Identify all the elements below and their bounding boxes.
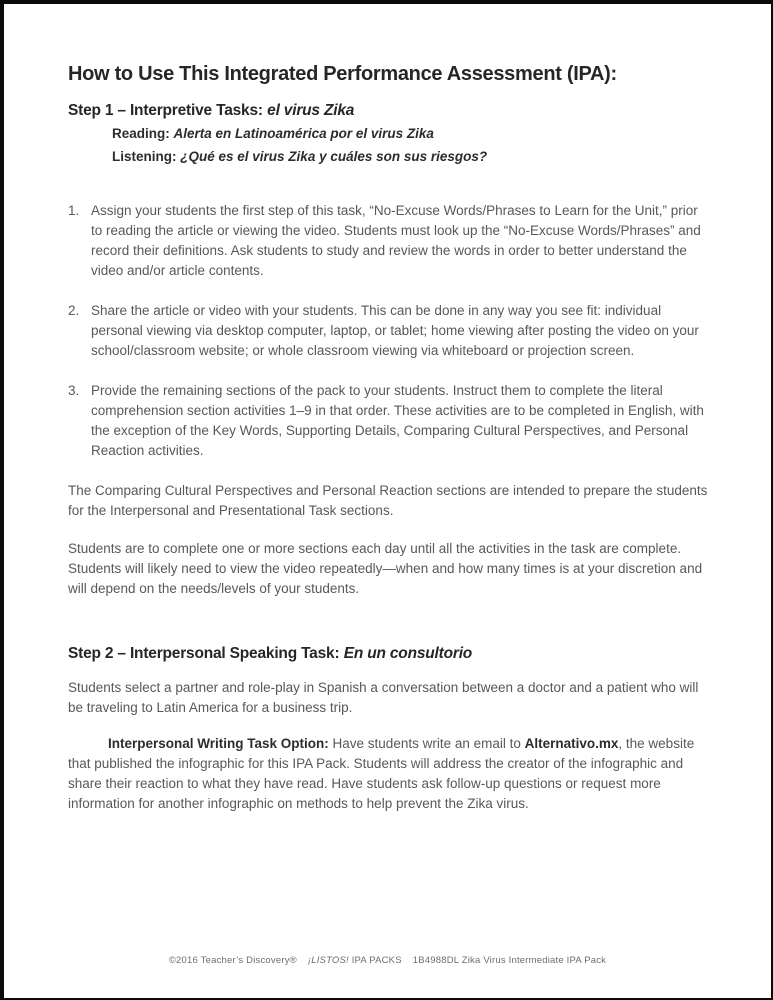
paragraph-writing-option: [68, 734, 710, 814]
reading-label: Reading:: [112, 126, 170, 141]
list-item-number: 1.: [68, 203, 80, 218]
paragraph-roleplay: Students select a partner and role-play in Spanish a conversation between a doctor and a patient who will be traveling to Latin America for a business trip.: [68, 680, 699, 715]
list-item-number: 3.: [68, 383, 80, 398]
footer-copyright: ©2016 Teacher’s Discovery®: [168, 955, 297, 966]
step2-heading-label: Step 2 – Interpersonal Speaking Task:: [68, 645, 340, 662]
list-item: [68, 201, 710, 281]
instructions-list: [68, 201, 710, 461]
listening-label: Listening:: [112, 149, 177, 164]
writing-option-site-name: Alternativo.mx: [524, 736, 619, 751]
footer-brand-italic: ¡LISTOS!: [307, 955, 349, 966]
step1-heading-italic-title: el virus Zika: [267, 102, 355, 119]
footer-brand: [308, 955, 402, 966]
page-footer: [4, 955, 771, 966]
reading-title: Alerta en Latinoamérica por el virus Zika: [173, 126, 434, 141]
page-content: [4, 62, 771, 814]
page-title: How to Use This Integrated Performance Assessment (IPA):: [68, 63, 617, 85]
footer-brand-rest: IPA PACKS: [351, 955, 402, 966]
reading-line: [112, 125, 710, 143]
paragraph-comparing-perspectives: The Comparing Cultural Perspectives and Personal Reaction sections are intended to prepare the students for the Interpersonal and Presentational Task sections.: [68, 483, 708, 518]
writing-option-text-rest: , the website that published the infographic for this IPA Pack. Students will address the creator of the infographic and share their reaction to what they have read. Have students ask follow-up questions or request more information for another infographic on methods to help prevent the Zika virus.: [68, 736, 695, 811]
list-item-text: Assign your students the first step of this task, “No-Excuse Words/Phrases to Learn for the Unit,” prior to reading the article or viewing the video. Students must look up the “No-Excuse Words/Phrases” and record their definitions. Ask students to study and review the words in order to better understand the video and/or article contents.: [91, 203, 701, 278]
step1-heading: [68, 101, 710, 120]
step2-heading-italic-title: En un consultorio: [343, 645, 473, 662]
list-item-number: 2.: [68, 303, 80, 318]
footer-product-code: 1B4988DL Zika Virus Intermediate IPA Pack: [412, 955, 607, 966]
step1-heading-label: Step 1 – Interpretive Tasks:: [68, 102, 263, 119]
writing-option-text-mid: Have students write an email to: [328, 736, 525, 751]
step2-heading: [68, 644, 710, 663]
list-item-text: Provide the remaining sections of the pack to your students. Instruct them to complete the literal comprehension section activities 1–9 in that order. These activities are to be completed in English, with the exception of the Key Words, Supporting Details, Comparing Cultural Perspectives, and Personal Reaction activities.: [91, 383, 704, 458]
listening-line: [112, 148, 710, 166]
list-item-text: Share the article or video with your students. This can be done in any way you see fit: individual personal viewing via desktop computer, laptop, or tablet; home viewing after posting the video on your school/classroom website; or whole classroom viewing via whiteboard or projection screen.: [91, 303, 699, 358]
list-item: [68, 381, 710, 461]
writing-option-bold-lead: Interpersonal Writing Task Option:: [108, 736, 329, 751]
paragraph-completion-pace: Students are to complete one or more sections each day until all the activities in the task are complete. Students will likely need to view the video repeatedly—when and how many times is at your discretion and will depend on the needs/levels of your students.: [68, 541, 703, 596]
listening-title: ¿Qué es el virus Zika y cuáles son sus riesgos?: [180, 149, 488, 164]
list-item: [68, 301, 710, 361]
